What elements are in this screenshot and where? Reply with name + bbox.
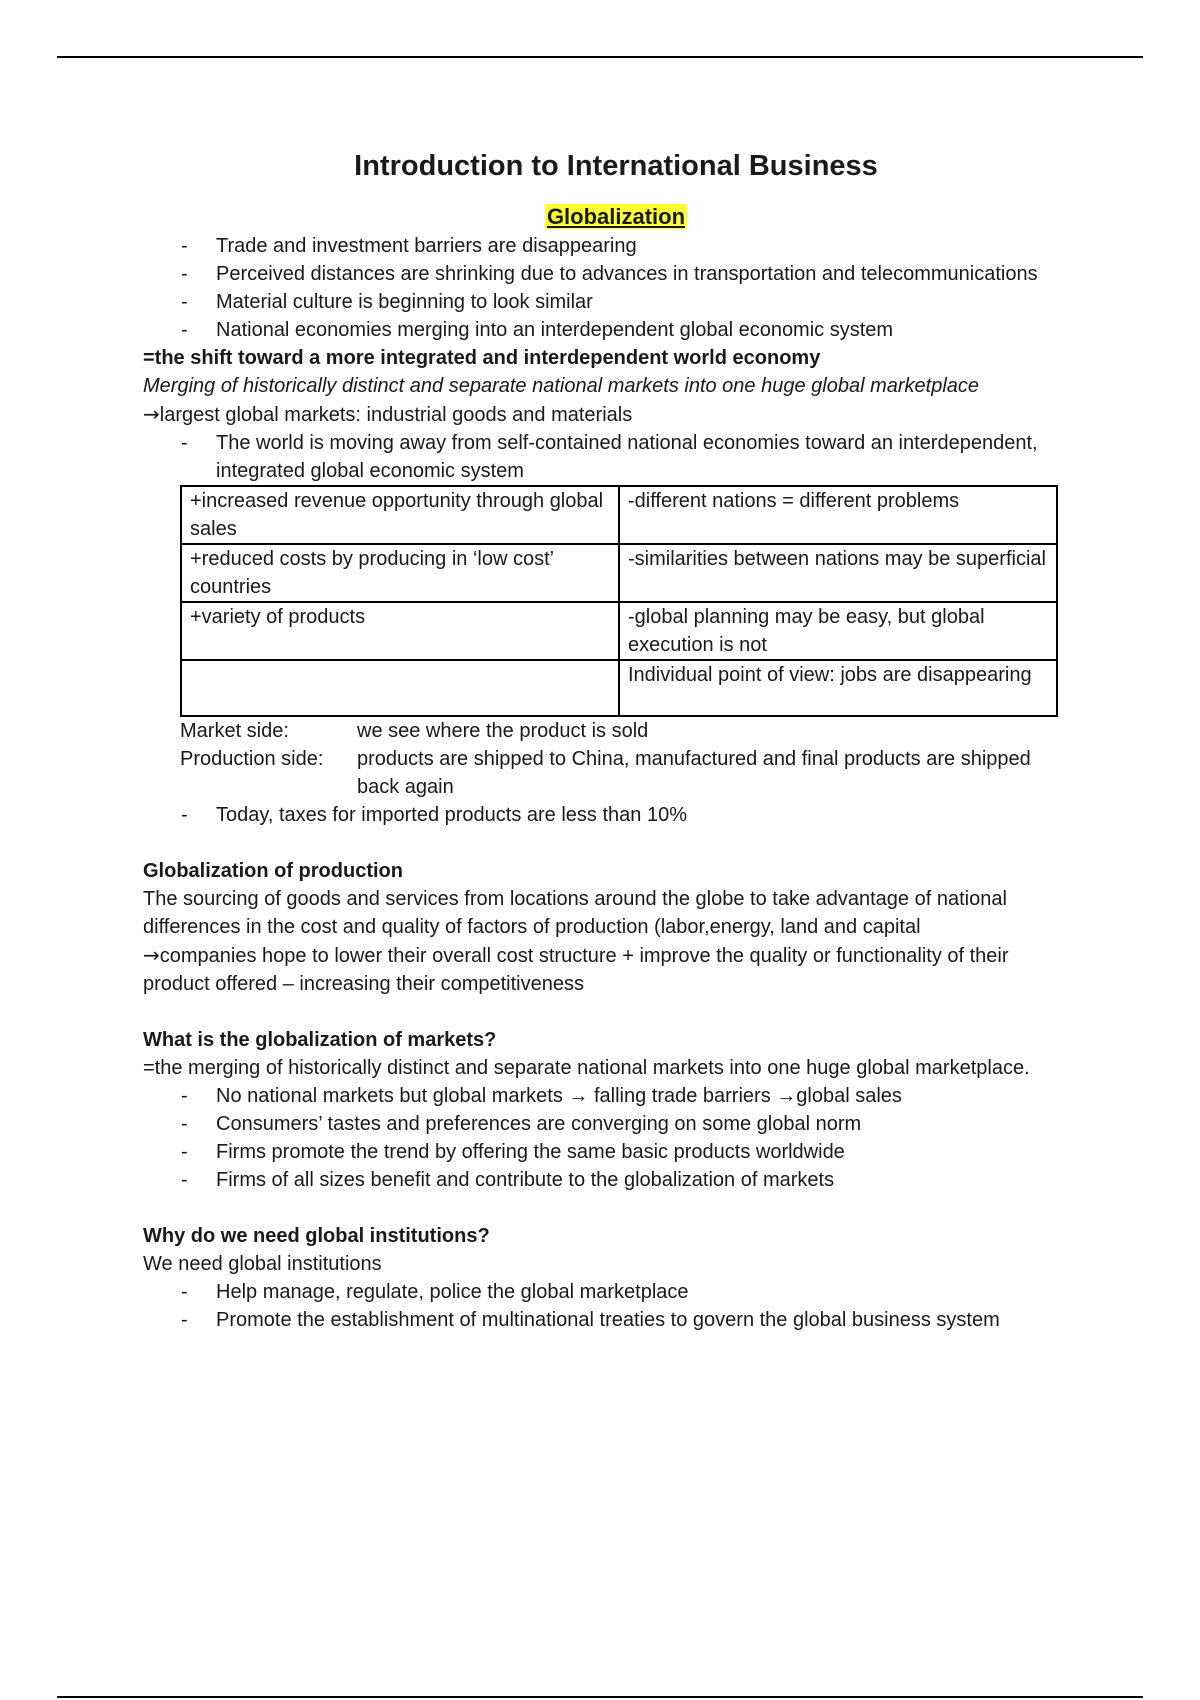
production-side-text: products are shipped to China, manufactured and final products are shipped back again	[357, 748, 1031, 798]
list-item: - Perceived distances are shrinking due to advances in transportation and telecommunications	[143, 260, 1073, 288]
markets-heading: What is the globalization of markets?	[143, 1029, 497, 1051]
arrow-icon: →	[143, 402, 160, 426]
list-item: - Trade and investment barriers are disappearing	[143, 232, 1073, 260]
table-row	[181, 486, 1057, 544]
table-row	[181, 602, 1057, 660]
list-item: - Help manage, regulate, police the global marketplace	[143, 1278, 1073, 1306]
top-rule	[57, 56, 1143, 58]
table-cell-con: -different nations = different problems	[619, 486, 1057, 544]
list-item: - The world is moving away from self-contained national economies toward an interdependent, integrated global economic system	[143, 429, 1073, 485]
markets-definition: =the merging of historically distinct and separate national markets into one huge global marketplace.	[143, 1057, 1030, 1079]
institutions-heading: Why do we need global institutions?	[143, 1225, 490, 1247]
table-cell-pro: +variety of products	[181, 602, 619, 660]
spacer	[143, 998, 1073, 1026]
table-row	[181, 660, 1057, 716]
market-side-text: we see where the product is sold	[357, 720, 649, 742]
largest-markets-line	[143, 400, 1073, 429]
institutions-intro: We need global institutions	[143, 1253, 382, 1275]
pros-cons-table	[180, 485, 1058, 717]
list-item: - Promote the establishment of multinational treaties to govern the global business system	[143, 1306, 1073, 1334]
list-item: - Consumers’ tastes and preferences are converging on some global norm	[143, 1110, 1073, 1138]
list-item: - No national markets but global markets → falling trade barriers →global sales	[143, 1082, 1073, 1110]
market-side-row	[180, 717, 1073, 745]
production-side-row	[180, 745, 1073, 801]
globalization-definition: =the shift toward a more integrated and interdependent world economy	[143, 347, 821, 369]
table-cell-pro: +reduced costs by producing in ‘low cost’ countries	[181, 544, 619, 602]
document-title: Introduction to International Business	[354, 150, 878, 182]
production-side-label: Production side:	[180, 748, 324, 770]
production-arrow-line	[143, 941, 1073, 998]
largest-markets-text: largest global markets: industrial goods and materials	[159, 404, 633, 426]
table-cell-con: -global planning may be easy, but global execution is not	[619, 602, 1057, 660]
institutions-bullet-list	[143, 1278, 1073, 1334]
list-item: - Material culture is beginning to look similar	[143, 288, 1073, 316]
globalization-heading	[143, 202, 1073, 232]
table-cell-con: -similarities between nations may be superficial	[619, 544, 1057, 602]
spacer	[143, 829, 1073, 857]
production-heading: Globalization of production	[143, 860, 403, 882]
arrow-icon: →	[143, 943, 160, 967]
list-item: - Firms promote the trend by offering the same basic products worldwide	[143, 1138, 1073, 1166]
bottom-rule	[57, 1696, 1143, 1698]
list-item: - Today, taxes for imported products are less than 10%	[143, 801, 1073, 829]
table-row	[181, 544, 1057, 602]
markets-bullet-list	[143, 1082, 1073, 1194]
table-cell-pro	[181, 660, 619, 716]
globalization-italic-note: Merging of historically distinct and separate national markets into one huge global marketplace	[143, 375, 980, 397]
table-cell-pro: +increased revenue opportunity through global sales	[181, 486, 619, 544]
globalization-heading-text: Globalization	[546, 204, 686, 229]
globalization-bullet-list	[143, 232, 1073, 344]
world-bullet-list	[143, 429, 1073, 485]
spacer	[143, 1194, 1073, 1222]
production-body: The sourcing of goods and services from locations around the globe to take advantage of national differences in the cost and quality of factors of production (labor,energy, land and capital	[143, 888, 1007, 938]
list-item: - Firms of all sizes benefit and contribute to the globalization of markets	[143, 1166, 1073, 1194]
taxes-bullet-list	[143, 801, 1073, 829]
document-body	[143, 140, 1073, 1334]
production-arrow-text: companies hope to lower their overall cost structure + improve the quality or functionality of their product offered – increasing their competitiveness	[143, 945, 1009, 995]
list-item: - National economies merging into an interdependent global economic system	[143, 316, 1073, 344]
table-cell-con: Individual point of view: jobs are disappearing	[619, 660, 1057, 716]
market-side-label: Market side:	[180, 720, 289, 742]
